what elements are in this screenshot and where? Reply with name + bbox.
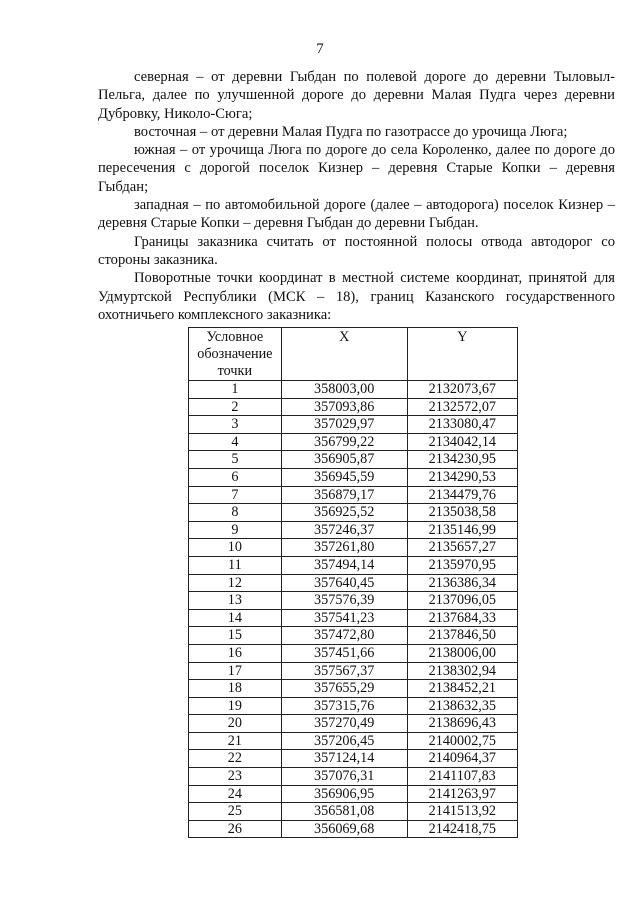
table-row — [189, 785, 518, 803]
table-row — [189, 451, 518, 469]
point-number-cell: 15 — [189, 627, 282, 645]
point-number-cell: 8 — [189, 504, 282, 522]
y-coordinate-cell: 2134042,14 — [407, 433, 517, 451]
point-number-cell: 12 — [189, 574, 282, 592]
table-row — [189, 820, 518, 838]
y-coordinate-cell: 2138006,00 — [407, 644, 517, 662]
y-coordinate-cell: 2138452,21 — [407, 680, 517, 698]
table-row — [189, 697, 518, 715]
y-coordinate-cell: 2140002,75 — [407, 732, 517, 750]
y-coordinate-cell: 2142418,75 — [407, 820, 517, 838]
table-row — [189, 609, 518, 627]
table-row — [189, 732, 518, 750]
header-x: X — [281, 328, 407, 381]
point-number-cell: 1 — [189, 381, 282, 399]
x-coordinate-cell: 356581,08 — [281, 803, 407, 821]
y-coordinate-cell: 2135657,27 — [407, 539, 517, 557]
x-coordinate-cell: 357029,97 — [281, 416, 407, 434]
x-coordinate-cell: 356905,87 — [281, 451, 407, 469]
table-body — [189, 381, 518, 838]
y-coordinate-cell: 2138302,94 — [407, 662, 517, 680]
y-coordinate-cell: 2138632,35 — [407, 697, 517, 715]
table-row — [189, 662, 518, 680]
point-number-cell: 24 — [189, 785, 282, 803]
header-y: Y — [407, 328, 517, 381]
x-coordinate-cell: 357655,29 — [281, 680, 407, 698]
paragraph-east-border: восточная – от деревни Малая Пудга по газотрассе до урочища Люга; — [134, 123, 568, 140]
y-coordinate-cell: 2134290,53 — [407, 468, 517, 486]
x-coordinate-cell: 357567,37 — [281, 662, 407, 680]
point-number-cell: 19 — [189, 697, 282, 715]
table-row — [189, 803, 518, 821]
point-number-cell: 6 — [189, 468, 282, 486]
table-row — [189, 715, 518, 733]
x-coordinate-cell: 357206,45 — [281, 732, 407, 750]
point-number-cell: 14 — [189, 609, 282, 627]
y-coordinate-cell: 2141107,83 — [407, 768, 517, 786]
table-row — [189, 680, 518, 698]
table-row — [189, 627, 518, 645]
table-row — [189, 486, 518, 504]
table-header-row — [189, 328, 518, 381]
x-coordinate-cell: 357124,14 — [281, 750, 407, 768]
header-point-label: Условное обозначение точки — [189, 328, 282, 381]
x-coordinate-cell: 357246,37 — [281, 521, 407, 539]
x-coordinate-cell: 357541,23 — [281, 609, 407, 627]
table-row — [189, 398, 518, 416]
table-row — [189, 381, 518, 399]
x-coordinate-cell: 357494,14 — [281, 556, 407, 574]
y-coordinate-cell: 2134230,95 — [407, 451, 517, 469]
table-row — [189, 750, 518, 768]
table-row — [189, 504, 518, 522]
paragraph-border-rule: Границы заказника считать от постоянной полосы отвода автодорог со стороны заказника. — [98, 233, 615, 268]
y-coordinate-cell: 2141263,97 — [407, 785, 517, 803]
y-coordinate-cell: 2140964,37 — [407, 750, 517, 768]
x-coordinate-cell: 356879,17 — [281, 486, 407, 504]
x-coordinate-cell: 356799,22 — [281, 433, 407, 451]
y-coordinate-cell: 2135970,95 — [407, 556, 517, 574]
table-row — [189, 644, 518, 662]
y-coordinate-cell: 2135146,99 — [407, 521, 517, 539]
y-coordinate-cell: 2136386,34 — [407, 574, 517, 592]
point-number-cell: 16 — [189, 644, 282, 662]
table-row — [189, 433, 518, 451]
point-number-cell: 5 — [189, 451, 282, 469]
point-number-cell: 3 — [189, 416, 282, 434]
point-number-cell: 21 — [189, 732, 282, 750]
x-coordinate-cell: 357451,66 — [281, 644, 407, 662]
table-row — [189, 468, 518, 486]
table-row — [189, 592, 518, 610]
x-coordinate-cell: 357315,76 — [281, 697, 407, 715]
table-row — [189, 574, 518, 592]
table-row — [189, 539, 518, 557]
point-number-cell: 2 — [189, 398, 282, 416]
point-number-cell: 7 — [189, 486, 282, 504]
point-number-cell: 22 — [189, 750, 282, 768]
x-coordinate-cell: 357270,49 — [281, 715, 407, 733]
point-number-cell: 13 — [189, 592, 282, 610]
table-row — [189, 768, 518, 786]
point-number-cell: 9 — [189, 521, 282, 539]
y-coordinate-cell: 2137846,50 — [407, 627, 517, 645]
point-number-cell: 10 — [189, 539, 282, 557]
y-coordinate-cell: 2135038,58 — [407, 504, 517, 522]
point-number-cell: 25 — [189, 803, 282, 821]
point-number-cell: 26 — [189, 820, 282, 838]
point-number-cell: 23 — [189, 768, 282, 786]
point-number-cell: 18 — [189, 680, 282, 698]
x-coordinate-cell: 357640,45 — [281, 574, 407, 592]
y-coordinate-cell: 2132073,67 — [407, 381, 517, 399]
x-coordinate-cell: 356925,52 — [281, 504, 407, 522]
y-coordinate-cell: 2134479,76 — [407, 486, 517, 504]
x-coordinate-cell: 357093,86 — [281, 398, 407, 416]
table-row — [189, 416, 518, 434]
x-coordinate-cell: 356906,95 — [281, 785, 407, 803]
coordinates-table — [188, 327, 518, 838]
point-number-cell: 4 — [189, 433, 282, 451]
x-coordinate-cell: 356945,59 — [281, 468, 407, 486]
table-row — [189, 556, 518, 574]
x-coordinate-cell: 357576,39 — [281, 592, 407, 610]
body-text — [98, 68, 615, 324]
y-coordinate-cell: 2137096,05 — [407, 592, 517, 610]
paragraph-west-border: западная – по автомобильной дороге (далее – автодорога) поселок Кизнер – деревня Старые Копки – деревня Гыбдан до деревни Гыбдан. — [98, 197, 615, 232]
paragraph-coordinates-intro: Поворотные точки координат в местной системе координат, принятой для Удмуртской Республики (МСК – 18), границ Казанского государственного охотничьего комплексного заказника: — [98, 270, 615, 323]
paragraph-north-border: северная – от деревни Гыбдан по полевой дороге до деревни Тыловыл-Пельга, далее по улучшенной дороге до деревни Малая Пудга через деревни Дубровку, Николо-Сюга; — [98, 69, 615, 122]
table-row — [189, 521, 518, 539]
x-coordinate-cell: 356069,68 — [281, 820, 407, 838]
y-coordinate-cell: 2137684,33 — [407, 609, 517, 627]
y-coordinate-cell: 2133080,47 — [407, 416, 517, 434]
x-coordinate-cell: 357076,31 — [281, 768, 407, 786]
y-coordinate-cell: 2141513,92 — [407, 803, 517, 821]
point-number-cell: 20 — [189, 715, 282, 733]
page-number: 7 — [316, 41, 324, 57]
y-coordinate-cell: 2132572,07 — [407, 398, 517, 416]
x-coordinate-cell: 358003,00 — [281, 381, 407, 399]
x-coordinate-cell: 357472,80 — [281, 627, 407, 645]
point-number-cell: 17 — [189, 662, 282, 680]
paragraph-south-border: южная – от урочища Люга по дороге до села Короленко, далее по дороге до пересечения с дорогой поселок Кизнер – деревня Старые Копки – деревня Гыбдан; — [98, 142, 615, 195]
y-coordinate-cell: 2138696,43 — [407, 715, 517, 733]
x-coordinate-cell: 357261,80 — [281, 539, 407, 557]
point-number-cell: 11 — [189, 556, 282, 574]
